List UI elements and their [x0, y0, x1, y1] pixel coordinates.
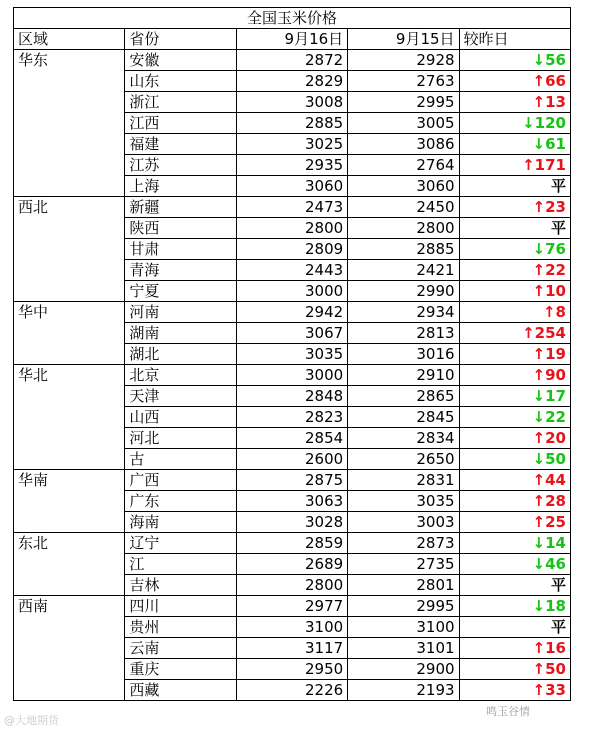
price-sep15-cell: 2934	[348, 302, 459, 323]
price-sep15-cell: 3060	[348, 176, 459, 197]
title-row	[14, 8, 571, 29]
change-cell: ↑22	[459, 260, 570, 281]
price-sep16-cell: 2600	[236, 449, 347, 470]
watermark-left: @大地期货	[4, 714, 59, 727]
province-cell: 重庆	[125, 659, 236, 680]
table-body	[14, 8, 571, 701]
price-sep16-cell: 2875	[236, 470, 347, 491]
table-row	[14, 533, 571, 554]
province-cell: 上海	[125, 176, 236, 197]
change-cell: ↓18	[459, 596, 570, 617]
price-sep15-cell: 2928	[348, 50, 459, 71]
region-cell	[14, 71, 125, 92]
region-cell	[14, 680, 125, 701]
change-cell: ↑33	[459, 680, 570, 701]
province-cell: 新疆	[125, 197, 236, 218]
price-sep16-cell: 3000	[236, 365, 347, 386]
region-cell	[14, 491, 125, 512]
region-cell	[14, 617, 125, 638]
price-sep16-cell: 2689	[236, 554, 347, 575]
province-cell: 浙江	[125, 92, 236, 113]
province-cell: 河南	[125, 302, 236, 323]
table-row	[14, 344, 571, 365]
price-sep15-cell: 2800	[348, 218, 459, 239]
region-cell	[14, 428, 125, 449]
change-cell: ↑20	[459, 428, 570, 449]
change-cell: ↑44	[459, 470, 570, 491]
price-sep16-cell: 2800	[236, 218, 347, 239]
price-sep15-cell: 2450	[348, 197, 459, 218]
table-row	[14, 92, 571, 113]
header-date-sep15: 9月15日	[348, 29, 459, 50]
table-row	[14, 554, 571, 575]
region-cell	[14, 260, 125, 281]
price-sep16-cell: 2443	[236, 260, 347, 281]
change-cell: 平	[459, 218, 570, 239]
price-sep15-cell: 2995	[348, 596, 459, 617]
region-cell	[14, 92, 125, 113]
province-cell: 广西	[125, 470, 236, 491]
change-cell: ↑50	[459, 659, 570, 680]
change-cell: 平	[459, 575, 570, 596]
change-cell: ↑19	[459, 344, 570, 365]
change-cell: ↓120	[459, 113, 570, 134]
region-cell: 西南	[14, 596, 125, 617]
price-sep16-cell: 3117	[236, 638, 347, 659]
header-row	[14, 29, 571, 50]
table-row	[14, 596, 571, 617]
region-cell	[14, 344, 125, 365]
region-cell	[14, 554, 125, 575]
region-cell	[14, 638, 125, 659]
price-sep16-cell: 2800	[236, 575, 347, 596]
region-cell	[14, 176, 125, 197]
region-cell	[14, 281, 125, 302]
table-title: 全国玉米价格	[14, 8, 571, 29]
province-cell: 福建	[125, 134, 236, 155]
province-cell: 北京	[125, 365, 236, 386]
province-cell: 湖南	[125, 323, 236, 344]
province-cell: 甘肃	[125, 239, 236, 260]
region-cell: 华中	[14, 302, 125, 323]
table-row	[14, 449, 571, 470]
table-row	[14, 71, 571, 92]
region-cell	[14, 386, 125, 407]
table-row	[14, 386, 571, 407]
price-sep15-cell: 3003	[348, 512, 459, 533]
table-row	[14, 218, 571, 239]
table-row	[14, 302, 571, 323]
change-cell: ↑16	[459, 638, 570, 659]
price-sep16-cell: 3000	[236, 281, 347, 302]
price-sep15-cell: 2995	[348, 92, 459, 113]
province-cell: 天津	[125, 386, 236, 407]
table-row	[14, 365, 571, 386]
region-cell	[14, 155, 125, 176]
price-sep15-cell: 2885	[348, 239, 459, 260]
price-sep15-cell: 2801	[348, 575, 459, 596]
price-sep16-cell: 2885	[236, 113, 347, 134]
change-cell: ↓61	[459, 134, 570, 155]
province-cell: 安徽	[125, 50, 236, 71]
change-cell: ↓22	[459, 407, 570, 428]
province-cell: 湖北	[125, 344, 236, 365]
region-cell	[14, 239, 125, 260]
table-row	[14, 680, 571, 701]
price-sep16-cell: 2935	[236, 155, 347, 176]
province-cell: 江苏	[125, 155, 236, 176]
region-cell	[14, 323, 125, 344]
change-cell: ↓17	[459, 386, 570, 407]
price-sep15-cell: 3005	[348, 113, 459, 134]
province-cell: 云南	[125, 638, 236, 659]
province-cell: 山东	[125, 71, 236, 92]
region-cell: 东北	[14, 533, 125, 554]
change-cell: ↓50	[459, 449, 570, 470]
region-cell	[14, 407, 125, 428]
watermark-right: 鸣玉谷情	[486, 705, 530, 718]
header-date-sep16: 9月16日	[236, 29, 347, 50]
price-sep15-cell: 2990	[348, 281, 459, 302]
price-sep16-cell: 2854	[236, 428, 347, 449]
table-row	[14, 155, 571, 176]
price-sep16-cell: 2473	[236, 197, 347, 218]
price-sep15-cell: 2910	[348, 365, 459, 386]
header-region: 区域	[14, 29, 125, 50]
table-row	[14, 428, 571, 449]
price-sep16-cell: 2942	[236, 302, 347, 323]
price-sep16-cell: 3025	[236, 134, 347, 155]
region-cell: 华北	[14, 365, 125, 386]
table-row	[14, 323, 571, 344]
table-row	[14, 260, 571, 281]
price-sep15-cell: 2193	[348, 680, 459, 701]
province-cell: 河北	[125, 428, 236, 449]
price-sep15-cell: 2764	[348, 155, 459, 176]
price-sep16-cell: 3100	[236, 617, 347, 638]
price-sep16-cell: 3035	[236, 344, 347, 365]
table-row	[14, 113, 571, 134]
region-cell	[14, 659, 125, 680]
region-cell	[14, 449, 125, 470]
region-cell	[14, 113, 125, 134]
change-cell: ↓76	[459, 239, 570, 260]
table-row	[14, 659, 571, 680]
change-cell: ↓56	[459, 50, 570, 71]
table-row	[14, 197, 571, 218]
province-cell: 古	[125, 449, 236, 470]
province-cell: 广东	[125, 491, 236, 512]
price-sep15-cell: 2845	[348, 407, 459, 428]
table-row	[14, 491, 571, 512]
price-sep15-cell: 3086	[348, 134, 459, 155]
region-cell: 西北	[14, 197, 125, 218]
change-cell: ↑171	[459, 155, 570, 176]
change-cell: ↑254	[459, 323, 570, 344]
header-change: 较昨日	[459, 29, 570, 50]
province-cell: 陕西	[125, 218, 236, 239]
province-cell: 四川	[125, 596, 236, 617]
region-cell	[14, 512, 125, 533]
change-cell: ↑13	[459, 92, 570, 113]
price-sep15-cell: 3035	[348, 491, 459, 512]
price-sep16-cell: 2977	[236, 596, 347, 617]
price-sep16-cell: 3060	[236, 176, 347, 197]
price-sep16-cell: 3028	[236, 512, 347, 533]
table-row	[14, 512, 571, 533]
price-sep15-cell: 2763	[348, 71, 459, 92]
price-sep16-cell: 2226	[236, 680, 347, 701]
change-cell: ↓14	[459, 533, 570, 554]
table-row	[14, 176, 571, 197]
region-cell: 华南	[14, 470, 125, 491]
price-sep16-cell: 2823	[236, 407, 347, 428]
price-sep16-cell: 2829	[236, 71, 347, 92]
corn-price-table	[13, 7, 571, 701]
change-cell: ↑90	[459, 365, 570, 386]
price-sep15-cell: 2865	[348, 386, 459, 407]
price-sep15-cell: 2831	[348, 470, 459, 491]
price-sep15-cell: 3016	[348, 344, 459, 365]
price-sep15-cell: 2650	[348, 449, 459, 470]
price-sep16-cell: 2859	[236, 533, 347, 554]
price-sep15-cell: 2900	[348, 659, 459, 680]
province-cell: 青海	[125, 260, 236, 281]
province-cell: 贵州	[125, 617, 236, 638]
price-sep16-cell: 2950	[236, 659, 347, 680]
change-cell: ↑25	[459, 512, 570, 533]
change-cell: 平	[459, 617, 570, 638]
price-sep16-cell: 2872	[236, 50, 347, 71]
table-row	[14, 638, 571, 659]
change-cell: ↑28	[459, 491, 570, 512]
region-cell	[14, 575, 125, 596]
province-cell: 西藏	[125, 680, 236, 701]
province-cell: 宁夏	[125, 281, 236, 302]
province-cell: 海南	[125, 512, 236, 533]
change-cell: ↑66	[459, 71, 570, 92]
region-cell: 华东	[14, 50, 125, 71]
province-cell: 江	[125, 554, 236, 575]
price-sep15-cell: 2834	[348, 428, 459, 449]
table-row	[14, 407, 571, 428]
change-cell: 平	[459, 176, 570, 197]
price-sep16-cell: 2809	[236, 239, 347, 260]
price-sep15-cell: 2873	[348, 533, 459, 554]
header-province: 省份	[125, 29, 236, 50]
table-row	[14, 617, 571, 638]
change-cell: ↑23	[459, 197, 570, 218]
table-row	[14, 281, 571, 302]
change-cell: ↑8	[459, 302, 570, 323]
change-cell: ↓46	[459, 554, 570, 575]
region-cell	[14, 218, 125, 239]
price-sep16-cell: 3067	[236, 323, 347, 344]
table-row	[14, 470, 571, 491]
province-cell: 山西	[125, 407, 236, 428]
price-sep16-cell: 3063	[236, 491, 347, 512]
price-sep15-cell: 3100	[348, 617, 459, 638]
table-row	[14, 575, 571, 596]
price-sep15-cell: 2421	[348, 260, 459, 281]
price-sep16-cell: 3008	[236, 92, 347, 113]
table-row	[14, 50, 571, 71]
table-row	[14, 134, 571, 155]
province-cell: 江西	[125, 113, 236, 134]
price-sep15-cell: 2735	[348, 554, 459, 575]
price-sep15-cell: 3101	[348, 638, 459, 659]
price-sep15-cell: 2813	[348, 323, 459, 344]
change-cell: ↑10	[459, 281, 570, 302]
province-cell: 辽宁	[125, 533, 236, 554]
region-cell	[14, 134, 125, 155]
price-sep16-cell: 2848	[236, 386, 347, 407]
table-row	[14, 239, 571, 260]
province-cell: 吉林	[125, 575, 236, 596]
